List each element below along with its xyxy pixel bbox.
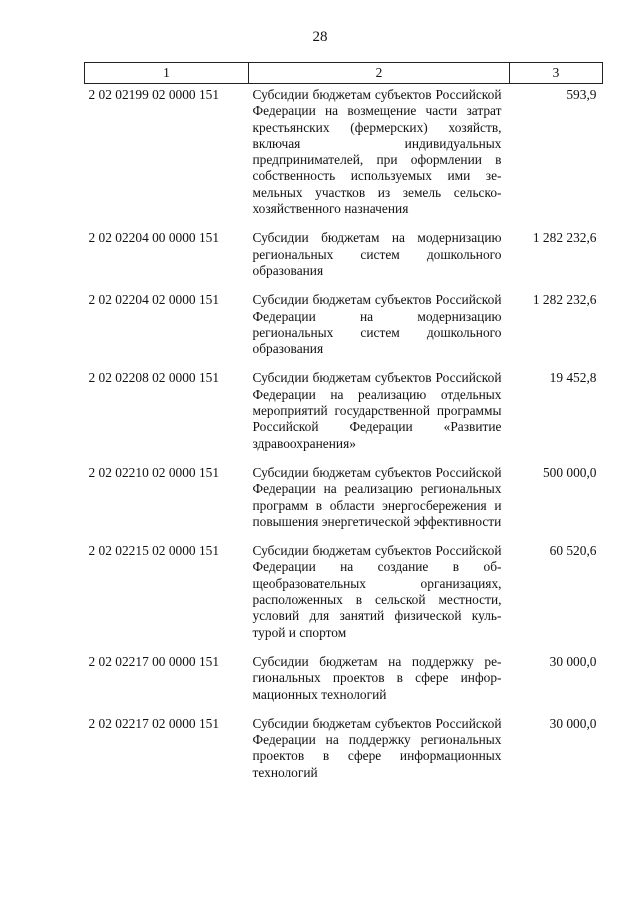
column-header-amount: 3 — [510, 63, 603, 84]
row-code: 2 02 02217 02 0000 151 — [88, 715, 220, 731]
row-code: 2 02 02210 02 0000 151 — [88, 464, 220, 480]
table-header — [85, 63, 603, 84]
page-number: 28 — [312, 29, 328, 45]
table-row — [85, 465, 603, 543]
row-amount: 30 000,0 — [549, 653, 597, 669]
row-amount: 1 282 232,6 — [532, 292, 597, 308]
row-code: 2 02 02217 00 0000 151 — [88, 653, 220, 669]
row-description: Субсидии бюджетам субъектов Российской Федерации на модернизацию региональных систем дошкольного образования — [252, 292, 502, 357]
row-amount: 60 520,6 — [549, 543, 597, 559]
row-description: Субсидии бюджетам субъектов Российской Федерации на реализацию региональных программ в области энергосбережения и повышения энергетической эффективности — [252, 464, 502, 529]
row-description: Субсидии бюджетам субъектов Российской Федерации на поддержку региональных проектов в сфере информационных технологий — [252, 715, 502, 780]
row-description: Субсидии бюджетам субъектов Российской Федерации на возмещение части затрат крестьянских (фермерских) хозяйств, включая индивидуальных предпринимателей, при оформлении в собственность используемых ими земельных участков из земель сельскохозяйственного назначения — [252, 87, 502, 217]
row-code: 2 02 02204 00 0000 151 — [88, 230, 220, 246]
table-row — [85, 543, 603, 654]
table-row — [85, 654, 603, 716]
table-header-row — [85, 63, 603, 84]
column-header-code: 1 — [85, 63, 249, 84]
row-amount: 593,9 — [566, 87, 597, 102]
row-amount: 19 452,8 — [549, 370, 597, 386]
table-row — [85, 230, 603, 292]
row-code: 2 02 02204 02 0000 151 — [88, 292, 220, 308]
row-amount: 500 000,0 — [542, 464, 597, 480]
table-row — [85, 370, 603, 464]
table-row — [85, 84, 603, 231]
row-code: 2 02 02208 02 0000 151 — [88, 370, 220, 386]
budget-table — [84, 62, 603, 794]
row-description: Субсидии бюджетам на модернизацию региональных систем дошкольного образования — [252, 230, 502, 278]
row-amount: 30 000,0 — [549, 715, 597, 731]
row-description: Субсидии бюджетам субъектов Российской Федерации на создание в общеобразовательных организациях, расположенных в сельской местности, условий для занятий физической культурой и спортом — [252, 543, 502, 640]
column-header-description: 2 — [249, 63, 510, 84]
row-code: 2 02 02215 02 0000 151 — [88, 543, 220, 559]
table-row — [85, 292, 603, 370]
row-code: 2 02 02199 02 0000 151 — [88, 87, 220, 102]
table-row — [85, 716, 603, 794]
table-body — [85, 84, 603, 794]
row-description: Субсидии бюджетам на поддержку региональных проектов в сфере информационных технологий — [252, 653, 502, 702]
row-description: Субсидии бюджетам субъектов Российской Федерации на реализацию отдельных мероприятий государственной программы Российской Федерации «Развитие здравоохранения» — [252, 370, 502, 451]
row-amount: 1 282 232,6 — [532, 230, 597, 246]
